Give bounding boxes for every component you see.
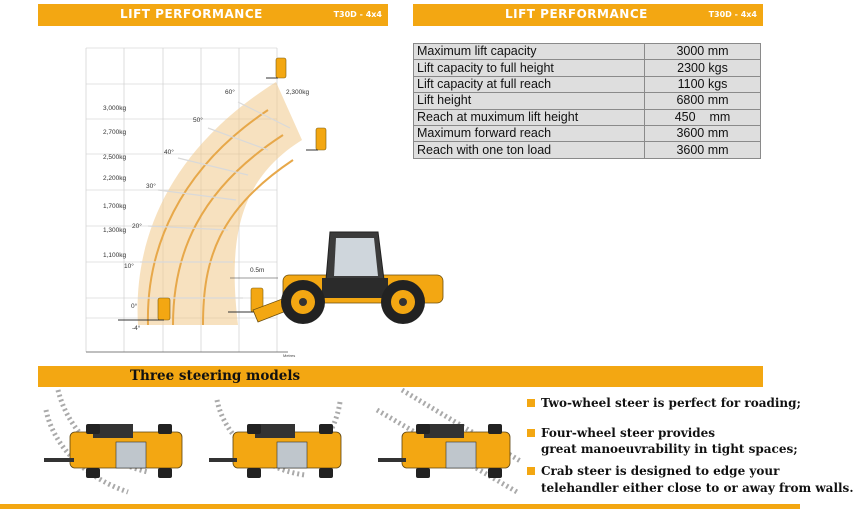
load-label: 1,300kg [103, 227, 127, 234]
angle-label: 50° [193, 117, 203, 124]
angle-label: 30° [146, 183, 156, 190]
load-label: 2,500kg [103, 154, 127, 161]
note-text: great manoeuvrability in tight spaces; [541, 442, 798, 456]
load-zone-outer [138, 82, 302, 325]
table-row [414, 142, 761, 158]
telehandler-icon [253, 232, 443, 324]
bullet-icon [527, 429, 535, 437]
spec-value: 2300 kgs [645, 60, 761, 76]
x-axis-unit: Metres [283, 353, 296, 358]
left-header-band [38, 4, 388, 26]
angle-label: 20° [132, 223, 142, 230]
spec-label: Reach at muximum lift height [414, 109, 645, 125]
load-label: 2,700kg [103, 129, 127, 136]
load-labels [103, 105, 127, 259]
left-header-title: LIFT PERFORMANCE [120, 7, 263, 21]
top-load-label: 2,300kg [286, 89, 310, 96]
angle-label: -4° [132, 325, 141, 332]
spec-label: Maximum forward reach [414, 125, 645, 141]
two-wheel-steer-diagram [38, 380, 198, 500]
note-text: Two-wheel steer is perfect for roading; [541, 396, 801, 410]
angle-label: 0° [131, 303, 138, 310]
angle-label: 60° [225, 89, 235, 96]
right-header-band [413, 4, 763, 26]
spec-label: Lift capacity at full reach [414, 76, 645, 92]
spec-value: 3600 mm [645, 142, 761, 158]
angle-label: 10° [124, 263, 134, 270]
table-row [414, 125, 761, 141]
bottom-rule [0, 504, 800, 509]
note-text: telehandler either close to or away from walls. [541, 481, 854, 495]
spec-label: Reach with one ton load [414, 142, 645, 158]
spec-value: 3600 mm [645, 125, 761, 141]
spec-label: Maximum lift capacity [414, 44, 645, 60]
table-row [414, 93, 761, 109]
table-row [414, 109, 761, 125]
lift-range-diagram [78, 40, 458, 360]
four-wheel-steer-diagram [205, 380, 355, 500]
steering-title: Three steering models [130, 368, 301, 384]
right-header-title: LIFT PERFORMANCE [505, 7, 648, 21]
table-row [414, 76, 761, 92]
load-label: 3,000kg [103, 105, 127, 112]
load-label: 1,700kg [103, 203, 127, 210]
angle-label: 40° [164, 149, 174, 156]
table-row [414, 44, 761, 60]
note-text: Four-wheel steer provides [541, 426, 716, 440]
clearance-label: 0.5m [250, 267, 265, 274]
spec-table [413, 43, 761, 159]
spec-value: 6800 mm [645, 93, 761, 109]
spec-value: 3000 mm [645, 44, 761, 60]
table-row [414, 60, 761, 76]
bullet-icon [527, 399, 535, 407]
bullet-icon [527, 467, 535, 475]
spec-value: 1100 kgs [645, 76, 761, 92]
spec-label: Lift height [414, 93, 645, 109]
load-label: 1,100kg [103, 252, 127, 259]
spec-label: Lift capacity to full height [414, 60, 645, 76]
load-label: 2,200kg [103, 175, 127, 182]
left-header-model: T30D - 4x4 [333, 10, 382, 19]
crab-steer-diagram [372, 380, 522, 500]
note-text: Crab steer is designed to edge your [541, 464, 780, 478]
spec-value: 450 mm [645, 109, 761, 125]
right-header-model: T30D - 4x4 [708, 10, 757, 19]
